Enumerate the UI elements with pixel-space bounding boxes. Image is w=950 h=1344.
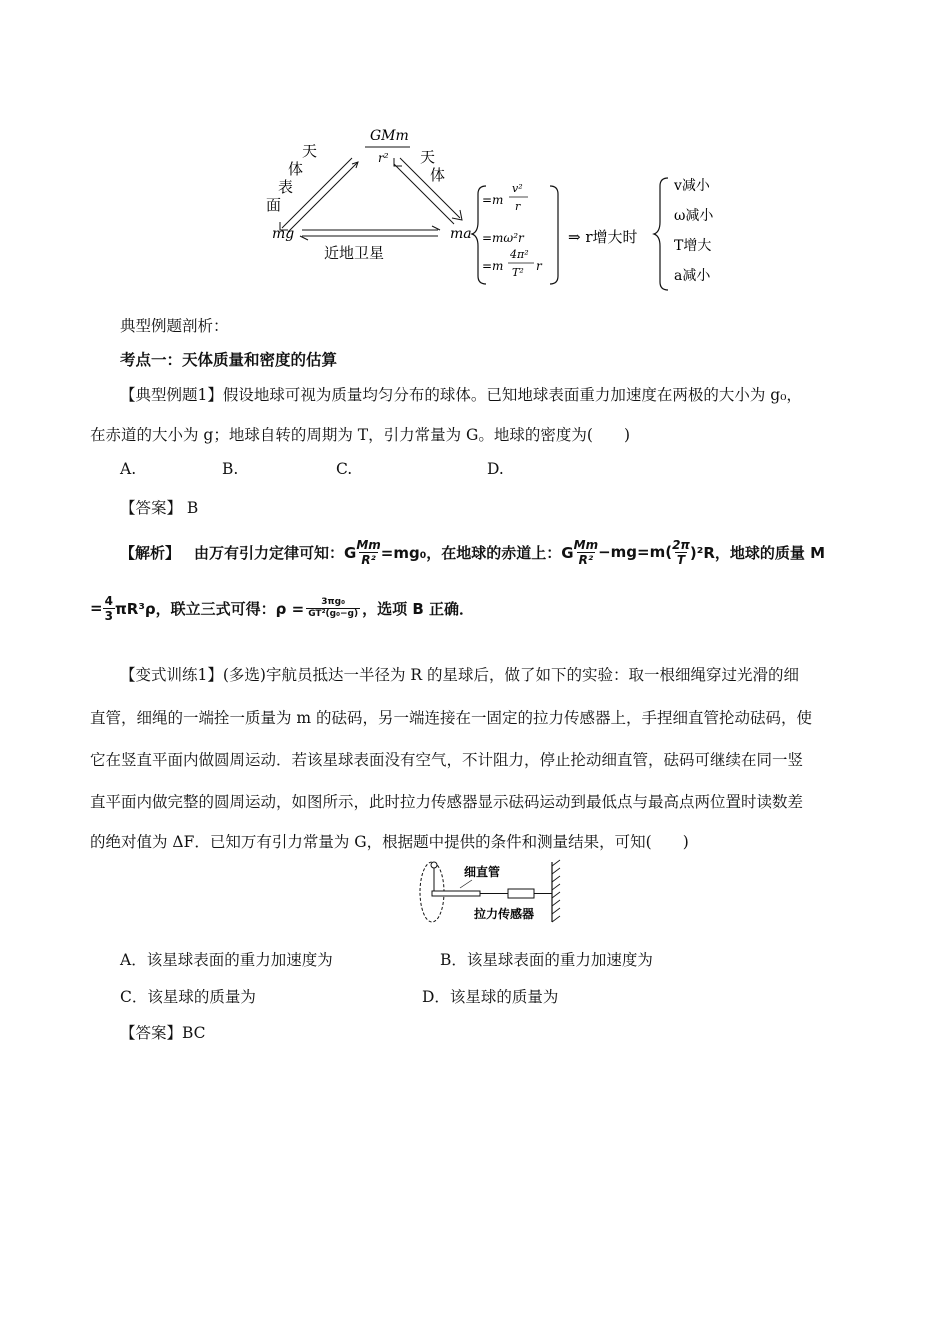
frac3-den: T xyxy=(676,552,686,567)
analysis-text-2b: πR³ρ，联立三式可得：ρ = xyxy=(114,599,305,618)
variant1-answer: 【答案】BC xyxy=(120,1024,206,1042)
gravity-relation-diagram xyxy=(260,118,730,298)
variant1-line2: 直管，细绳的一端拴一质量为 m 的砝码，另一端连接在一固定的拉力传感器上，手捏细直管抡动砝码，使 xyxy=(90,709,813,727)
variant1-line5: 的绝对值为 ΔF．已知万有引力常量为 G，根据题中提供的条件和测量结果，可知( ) xyxy=(90,833,689,851)
ma-label: ma xyxy=(450,226,472,242)
frac2-den: R² xyxy=(578,552,594,567)
analysis-frac-5 xyxy=(306,597,360,620)
left-label-1: 天 xyxy=(302,142,318,160)
analysis-frac-2 xyxy=(574,538,598,567)
analysis-tag: 【解析】 xyxy=(120,543,181,562)
variant1-option-d: D．该星球的质量为 xyxy=(422,988,559,1006)
analysis-text-2c: ，选项 B 正确． xyxy=(362,599,474,618)
example1-line2: 在赤道的大小为 g；地球自转的周期为 T，引力常量为 G。地球的密度为( ) xyxy=(90,426,631,444)
eq2: =mω²r xyxy=(482,231,524,245)
result-a: a减小 xyxy=(674,268,711,284)
eq1-pre: =m xyxy=(482,193,504,207)
analysis-text-1d: )²R，地球的质量 M xyxy=(689,543,826,562)
variant1-line3: 它在竖直平面内做圆周运动．若该星球表面没有空气，不计阻力，停止抡动细直管，砝码可继续在同一竖 xyxy=(90,751,804,769)
eq3-post: r xyxy=(536,259,542,273)
eq3-den: T² xyxy=(512,266,524,279)
analysis-frac-4 xyxy=(103,594,115,623)
variant1-option-b: B．该星球表面的重力加速度为 xyxy=(440,951,653,969)
frac4-den: 3 xyxy=(104,608,113,623)
analysis-frac-1 xyxy=(356,538,380,567)
topic-title: 考点一：天体质量和密度的估算 xyxy=(120,350,338,369)
top-fraction-den: r² xyxy=(378,151,389,165)
eq3-num: 4π² xyxy=(510,248,529,261)
eq3-pre: =m xyxy=(482,259,504,273)
right-label-1: 天 xyxy=(420,148,436,166)
bottom-label: 近地卫星 xyxy=(324,244,385,262)
implies-label: ⇒ r增大时 xyxy=(568,228,638,246)
analysis-frac-3 xyxy=(672,538,690,567)
eq1-den: r xyxy=(515,200,521,213)
label-sensor: 拉力传感器 xyxy=(474,907,535,921)
mg-label: mg xyxy=(272,226,295,242)
analysis-line2 xyxy=(90,588,474,628)
analysis-text-1c: −mg=m( xyxy=(598,543,673,561)
analysis-line1 xyxy=(120,532,825,572)
frac5-den: GT²(g₀−g) xyxy=(308,608,359,619)
option-d: D. xyxy=(487,460,504,478)
eq1-num: v² xyxy=(512,182,523,195)
example1-answer: 【答案】 B xyxy=(120,499,199,517)
frac5-num: 3πg₀ xyxy=(321,596,346,607)
result-v: v减小 xyxy=(674,178,710,194)
frac4-num: 4 xyxy=(104,593,113,608)
analysis-text-1a: 由万有引力定律可知：G xyxy=(194,543,357,562)
section-title: 典型例题剖析： xyxy=(120,317,229,335)
left-label-4: 面 xyxy=(266,196,282,214)
right-label-2: 体 xyxy=(430,166,446,184)
option-a: A. xyxy=(120,460,137,478)
frac3-num: 2π xyxy=(672,537,690,552)
label-tube: 细直管 xyxy=(464,865,501,879)
option-b: B. xyxy=(222,460,239,478)
analysis-text-2a: = xyxy=(90,599,103,617)
left-label-2: 体 xyxy=(288,160,304,178)
experiment-figure xyxy=(412,858,572,924)
example1-line1: 【典型例题1】假设地球可视为质量均匀分布的球体。已知地球表面重力加速度在两极的大小为 g₀， xyxy=(120,386,802,404)
frac1-den: R² xyxy=(361,552,376,567)
frac1-num: Mm xyxy=(356,537,381,552)
top-fraction-num: GMm xyxy=(370,128,409,144)
analysis-text-1b: =mg₀，在地球的赤道上：G xyxy=(380,543,574,562)
variant1-option-a: A．该星球表面的重力加速度为 xyxy=(120,951,333,969)
frac2-num: Mm xyxy=(573,537,599,552)
variant1-line1: 【变式训练1】(多选)宇航员抵达一半径为 R 的星球后，做了如下的实验：取一根细绳穿过光滑的细 xyxy=(120,666,799,684)
result-T: T增大 xyxy=(674,238,712,254)
option-c: C. xyxy=(336,460,353,478)
variant1-option-c: C．该星球的质量为 xyxy=(120,988,256,1006)
variant1-line4: 直平面内做完整的圆周运动，如图所示，此时拉力传感器显示砝码运动到最低点与最高点两位置时读数差 xyxy=(90,793,804,811)
result-omega: ω减小 xyxy=(674,208,714,224)
left-label-3: 表 xyxy=(278,178,294,196)
